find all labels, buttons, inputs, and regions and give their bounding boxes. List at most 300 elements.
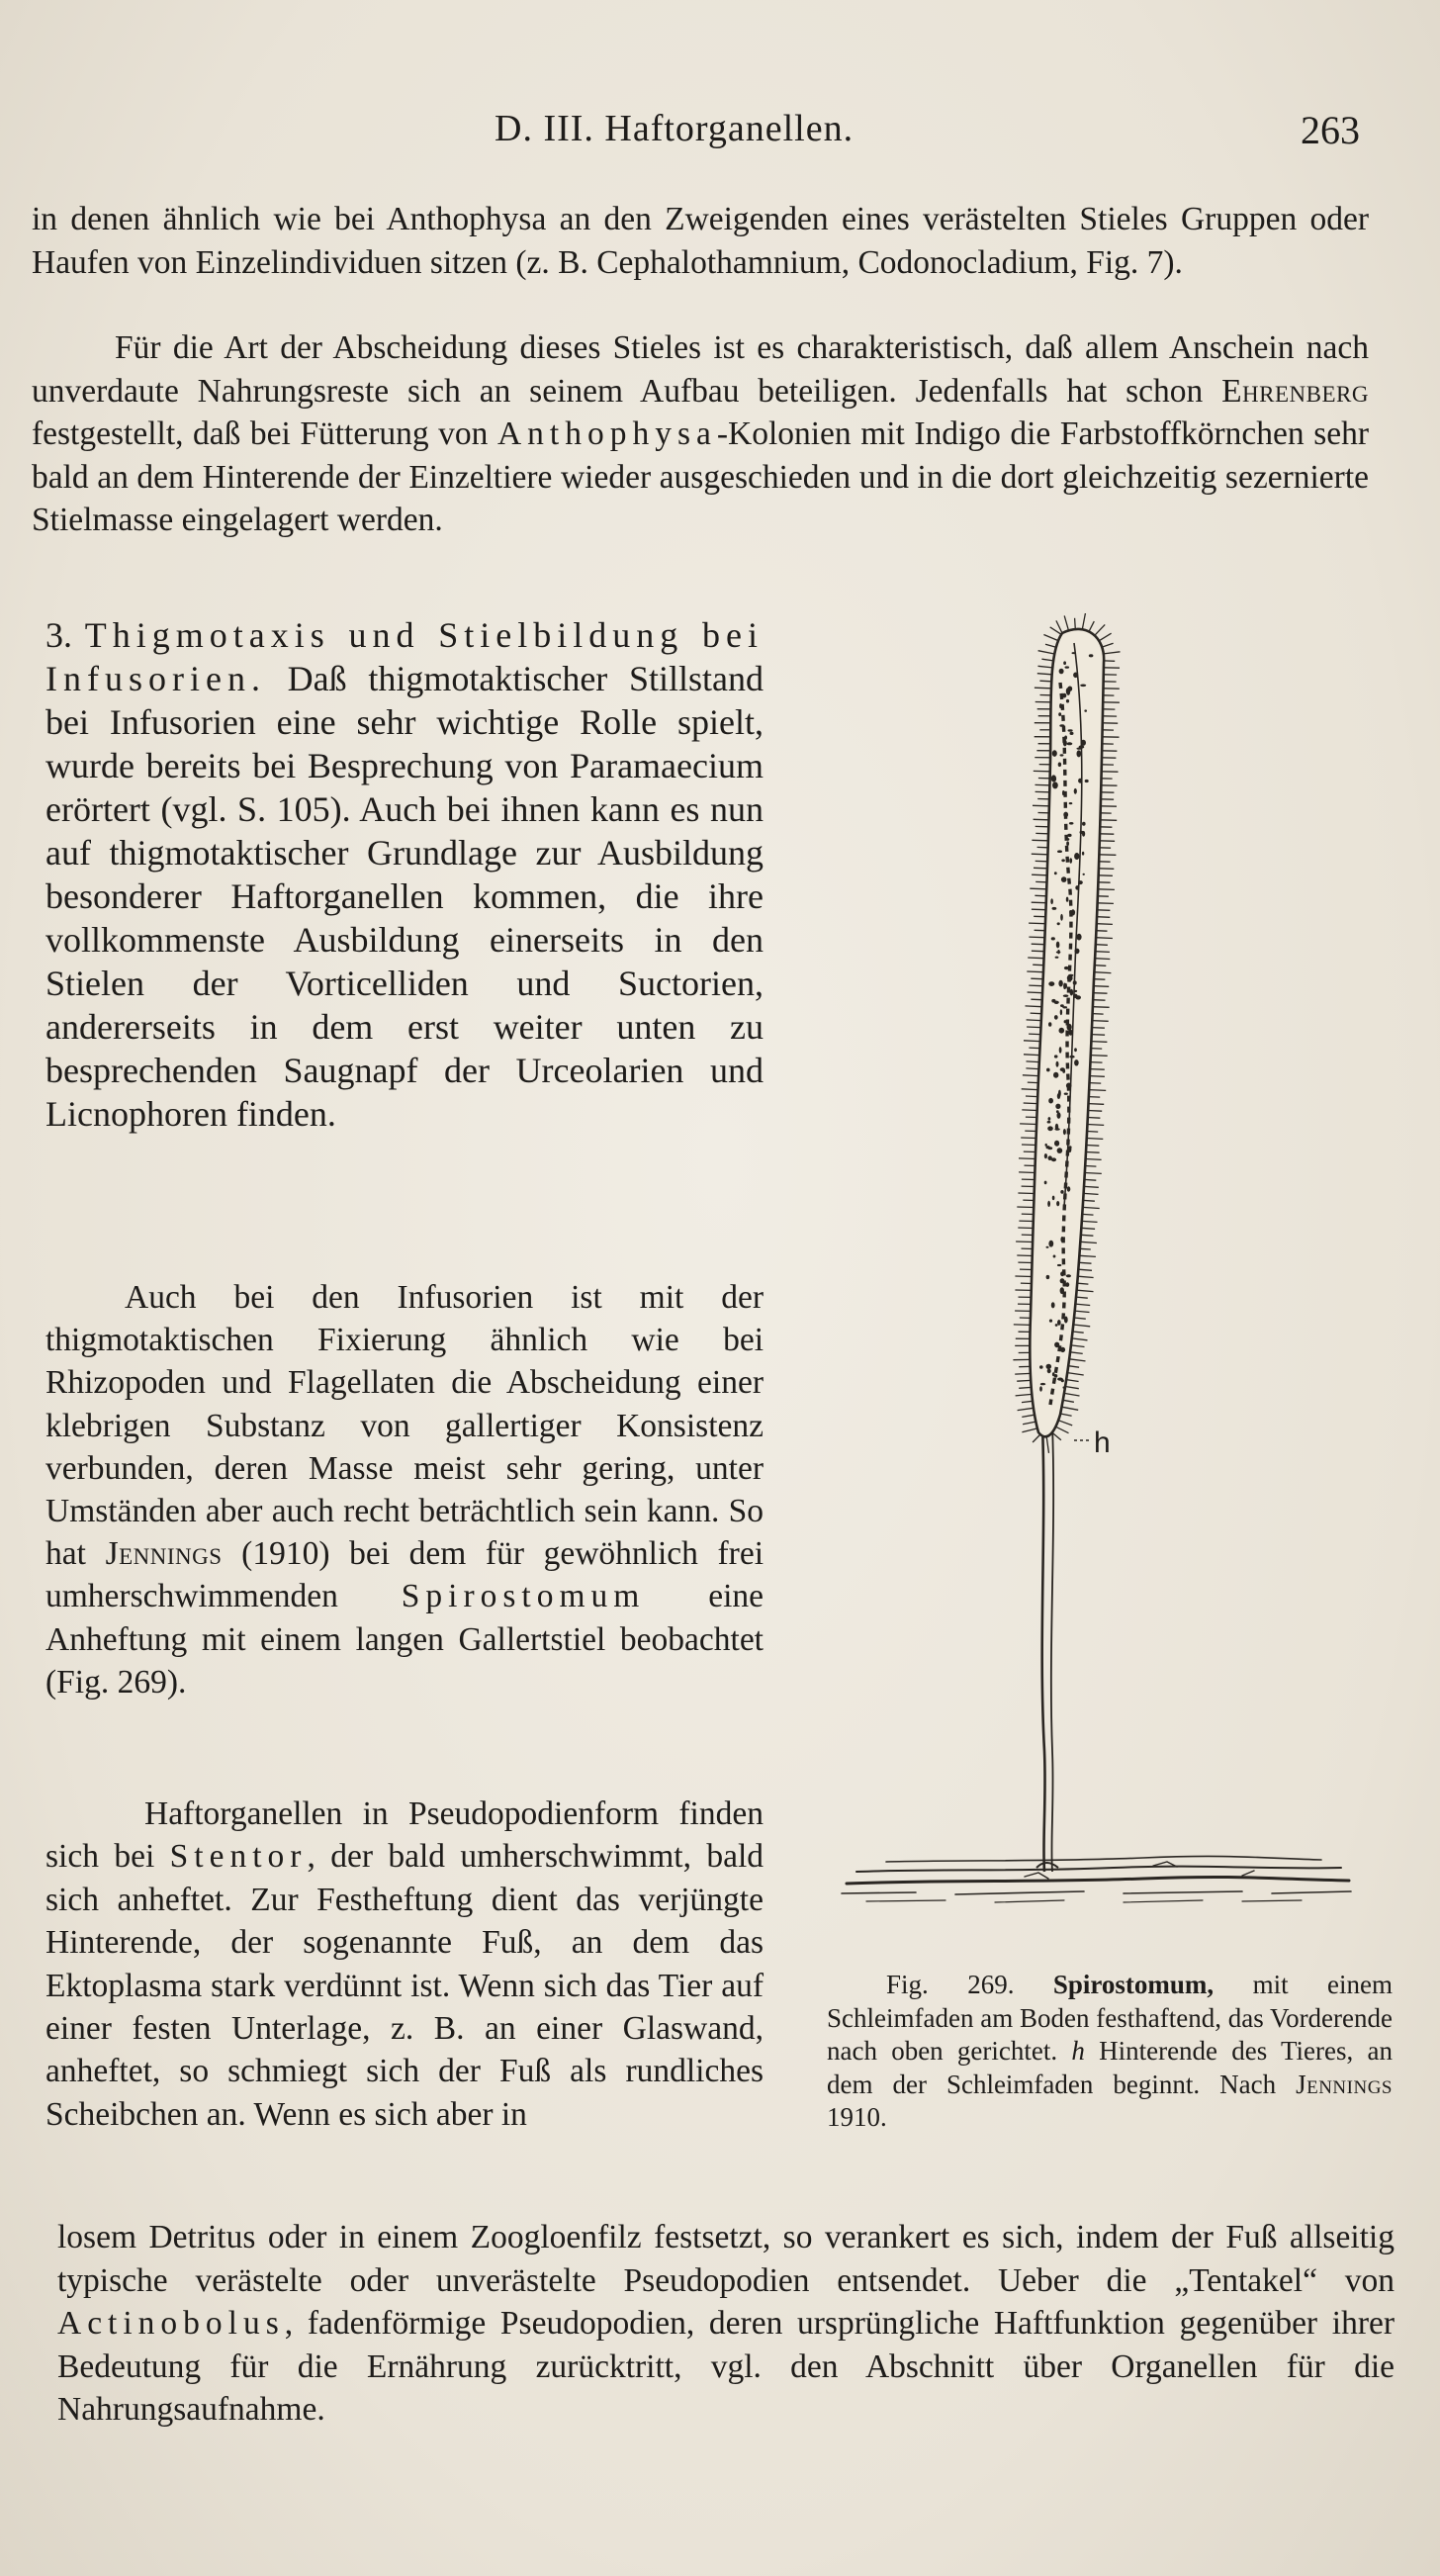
cilium [1022,1415,1035,1417]
cilium [1099,855,1116,856]
cilium [1046,1436,1048,1453]
section-heading: Thigmotaxis und Stielbildung bei Infusorien. [45,615,765,698]
cilium [1084,1193,1099,1194]
cilium [1080,1248,1091,1249]
cilium [1093,993,1107,994]
granule [1060,754,1064,756]
granule [1064,966,1069,969]
cilium [1033,965,1043,966]
cilium [1023,1422,1035,1425]
cilium [1055,1426,1068,1433]
cilium [1022,1401,1033,1402]
granule [1069,802,1073,804]
author-name: Ehrenberg [1221,372,1370,410]
cilium [1083,1207,1100,1208]
cilium [1037,674,1052,675]
granule [1070,989,1074,996]
cilium [1096,952,1110,953]
granule [1059,703,1062,708]
cilium [1033,1434,1040,1442]
cilium [1097,910,1110,911]
paragraph-text: , der bald umherschwimmt, bald sich anheftet. Zur Festheftung dient das verjüngte Hinterende, der sogenannte Fuß, an dem das Ektoplasma stark verdünnt ist. Wenn sich das Tier auf einer festen Unterlage, z. B. an einer Glaswand, anheftet, so schmiegt sich der Fuß als rundliches Scheibchen an. Wenn es sich aber in [45,1838,765,2133]
cilium [1026,1068,1038,1069]
cilium [1063,1400,1074,1402]
cilium [1058,1421,1072,1426]
cilium [1038,651,1055,654]
granule [1046,1275,1050,1279]
cilium [1027,971,1043,972]
cilium [1099,875,1113,876]
cilium [1018,1228,1033,1229]
granule [1061,876,1067,882]
cilium [1021,1138,1035,1139]
granule [1046,1068,1050,1072]
granule [1071,909,1075,915]
granule [1064,1317,1068,1324]
cilium [1078,1276,1094,1277]
granule [1060,914,1063,921]
cilium [1095,959,1110,960]
granule [1063,1386,1066,1388]
granule [1057,1264,1061,1266]
caption-title: Spirostomum, [1052,1970,1215,1999]
granule [1068,1146,1071,1149]
cilium [1029,1048,1039,1049]
cilium [1024,1041,1040,1042]
cilium [1089,621,1094,631]
cilium [1035,688,1051,689]
cilium [1034,819,1049,820]
section-thigmotaxis [45,613,764,1136]
granule [1067,1024,1072,1031]
cilium [1097,917,1110,918]
cilium [1091,1056,1108,1057]
cilium [1088,1111,1102,1112]
granule [1060,1009,1062,1015]
granule [1060,1190,1063,1194]
granule [1080,685,1086,688]
cilium [1073,1332,1084,1333]
page-header [0,107,1440,156]
granule [1064,736,1067,740]
cilium [1064,1393,1080,1396]
granule [1059,1047,1062,1054]
figure-269 [827,613,1381,1919]
cilium [1064,615,1068,630]
granule [1069,822,1074,825]
cilium [1077,1290,1094,1291]
cilium [1038,666,1053,668]
cilium [1090,1069,1105,1070]
granule [1062,1006,1067,1008]
granule [1058,1090,1061,1097]
granule [1066,1083,1072,1089]
granule [1050,898,1053,904]
granule [1081,740,1086,746]
granule [1078,880,1083,884]
granule [1040,1383,1045,1385]
paragraph-text: (1910) bei dem für gewöhnlich frei umherschwimmenden [45,1535,765,1615]
granule [1047,1121,1051,1124]
cilium [1031,1013,1042,1014]
cilium [1093,1007,1110,1008]
cilium [1093,1000,1105,1001]
paragraph-anthophysa-continuation: in denen ähnlich wie bei Anthophysa an den Zweigenden eines verästelten Stieles Gruppen oder Haufen von Einzelindividuen sitzen (z. B. Cephalothamnium, Codonocladium, Fig. 7). [32,201,1369,281]
cilium [1087,1146,1100,1147]
granule [1057,1148,1063,1153]
cilium [1088,1125,1105,1126]
mucus-thread [1036,1425,1058,1872]
cilium [1079,1255,1096,1256]
granule [1065,666,1070,668]
granule [1075,885,1079,890]
cilium [1096,931,1107,932]
granule [1056,1061,1059,1067]
granule [1058,980,1062,987]
paragraph-text: Auch bei den Infusorien ist mit der thigmotaktischen Fixierung ähnlich wie bei Rhizopoden und Flagellaten die Abscheidung einer klebrigen Substanz von gallertiger Konsistenz verbunden, deren Masse meist sehr gering, unter Umständen aber auch recht beträchtlich sein kann. So hat [45,1279,764,1573]
granule [1062,693,1066,698]
cilium [1031,999,1041,1000]
paragraph-text: losem Detritus oder in einem Zoogloenfilz festsetzt, so verankert es sich, indem der Fuß allseitig typische verästelte oder unverästelte Pseudopodien entsendet. Ueber die „Tentakel“ von [57,2219,1395,2299]
cilium [1071,1345,1085,1347]
cilium [1094,972,1111,973]
granule [1051,1302,1055,1308]
granule [1056,942,1060,949]
granule [1067,742,1073,745]
granule [1083,874,1085,875]
granule [1061,859,1065,862]
granule [1055,1104,1060,1109]
granule [1068,974,1073,976]
granule [1065,983,1067,989]
caption-number: Fig. 269. [886,1970,1015,1999]
granule [1073,673,1078,679]
cilium [1020,1124,1036,1125]
cilium [1075,1311,1090,1312]
granule [1074,1048,1077,1052]
running-title: D. III. Haftorganellen. [495,108,855,149]
paragraph-stentor [45,1793,764,2136]
granule [1065,1282,1069,1287]
granule [1078,779,1082,783]
cilium [1085,1179,1097,1180]
granule [1066,841,1069,846]
cilium [1028,992,1043,993]
author-name: Jennings [105,1535,223,1573]
granule [1066,699,1069,703]
granule [1082,822,1086,826]
paragraph-text: festgestellt, daß bei Fütterung von [32,415,489,453]
granule [1067,834,1071,837]
cilium [1095,624,1106,635]
granule [1060,1271,1064,1276]
caption-year: 1910. [827,2102,887,2132]
granule [1070,732,1074,735]
cilium [1014,1325,1031,1326]
cilium [1017,1380,1031,1381]
granule [1063,661,1066,665]
cilium [1066,1380,1078,1382]
cilium [1092,1028,1105,1029]
cilium [1096,938,1113,939]
paragraph-text: Haftorganellen in Pseudopodienform finden sich bei [45,1795,764,1876]
figure-label-h [1074,1426,1111,1459]
cilium [1081,1228,1095,1229]
cilium [1075,1304,1090,1305]
cilium [1015,1373,1031,1374]
cilium [1083,1200,1095,1201]
cilium [1090,1076,1105,1077]
caption-text: mit einem Schleimfaden am Boden festhaftend, das Vorderende nach oben gerichtet. [827,1970,1394,2066]
cilium [1029,937,1044,938]
cilium [1090,1083,1102,1084]
granule [1057,922,1060,925]
cilium [1086,1159,1102,1160]
granule [1055,957,1059,959]
granule [1048,1022,1051,1027]
caption-text: Hinterende des Tieres, an dem der Schleimfaden beginnt. Nach [827,2036,1393,2099]
cilium [1077,1283,1088,1284]
cilium [1065,1387,1079,1389]
granule [1048,981,1054,986]
substrate-lines [842,1856,1351,1902]
cilium [1023,1075,1038,1076]
cilium [1026,1096,1037,1097]
genus-name: Actinobolus [57,2305,285,2343]
granule [1046,1364,1052,1369]
section-body: Daß thigmotaktischer Stillstand bei Infusorien eine sehr wichtige Rolle spielt, wurde bereits bei Besprechung von Paramaecium erörtert (vgl. S. 105). Auch bei ihnen kann es nun auf thigmotaktischer Grundlage zur Ausbildung besonderer Haftorganellen kommen, die ihre vollkommenste Ausbildung einerseits in den Stielen der Vorticelliden und Suctorien, andererseits in dem erst weiter unten zu besprechenden Saugnapf der Urceolarien und Licnophoren finden. [45,659,764,1134]
cilium [1082,613,1085,629]
granule [1051,1157,1056,1161]
cilium [1033,805,1049,806]
caption-h: h [1071,2036,1085,2066]
granule [1074,853,1079,860]
cilium [1073,1325,1090,1327]
granule [1063,994,1069,997]
cilium [1096,945,1108,946]
caption-line [827,1969,1393,2135]
granule [1044,1153,1047,1158]
cilium [1074,1318,1086,1319]
cilium [1102,643,1113,647]
granule [1054,1055,1058,1058]
cilium [1094,986,1110,987]
cilium [1089,1097,1100,1098]
paragraph-text: , fadenförmige Pseudopodien, deren ursprüngliche Haftfunktion gegenüber ihrer Bedeutung für die Ernährung zurücktritt, vgl. den Abschnitt über Organellen für die Nahrungsaufnahme. [57,2305,1395,2429]
cilium [1069,1359,1085,1361]
cilium [1027,1061,1039,1062]
granule [1049,1320,1052,1323]
granule [1072,652,1076,654]
cilium [1032,840,1048,841]
cilium [1035,895,1046,896]
cilium [1032,854,1048,855]
cilium [1024,1055,1039,1056]
cilium [1029,985,1042,986]
granule [1077,750,1082,757]
granule [1058,712,1061,716]
granule [1060,1067,1065,1071]
cilium [1029,1034,1040,1035]
cilium [1084,1186,1099,1187]
granule [1045,1144,1047,1147]
cilium [1041,659,1053,661]
cilium [1030,888,1046,889]
granule [1069,1056,1074,1058]
granule [1054,1015,1058,1020]
cilium [1082,1214,1093,1215]
granule [1056,1201,1059,1206]
cilium [1087,1132,1098,1133]
granule [1054,1001,1059,1004]
cilium [1100,841,1115,842]
genus-name: Stentor [169,1838,308,1876]
granule [1039,1386,1042,1391]
granule [1054,1141,1059,1147]
cilium [1104,652,1121,654]
granule [1063,1129,1066,1135]
granule [1059,1028,1065,1034]
granule [1073,990,1077,992]
cilium [1070,1352,1083,1354]
cilium [1068,1366,1079,1368]
granule [1063,740,1067,747]
cilium [1067,1373,1084,1375]
paragraph-stalk-secretion [32,326,1369,542]
granule [1060,1287,1064,1294]
granule [1052,782,1058,788]
granule [1060,1278,1065,1283]
granule [1055,1324,1058,1327]
granule [1059,669,1064,675]
granule [1064,1093,1068,1095]
label-h: h [1094,1426,1111,1459]
section-number: 3. [45,615,72,655]
cilium [1043,635,1058,641]
granule [1064,1020,1067,1023]
granule [1074,788,1077,794]
granule [1046,1246,1049,1248]
cilium [1022,1110,1036,1111]
cilium [1092,1021,1108,1022]
cilium [1031,978,1042,979]
cilium [1028,958,1043,959]
cilium [1099,633,1111,641]
granule [1061,1379,1064,1382]
granule [1052,907,1057,910]
cilium [1017,1255,1032,1256]
granule [1066,1274,1071,1277]
granule [1060,1237,1063,1242]
cilium [1039,681,1051,682]
granule [1089,654,1094,657]
granule [1059,724,1064,727]
cilium [1032,874,1047,875]
paragraph-text: Für die Art der Abscheidung dieses Stieles ist es charakteristisch, daß allem Anschein nach unverdaute Nahrungsreste sich an seinem Aufbau beteiligen. Jedenfalls hat schon [32,329,1369,410]
granule [1048,1098,1053,1104]
granule [1067,838,1070,841]
cilium [1089,1090,1106,1091]
granule [1056,952,1061,954]
cilium [1081,1235,1094,1236]
cilium [1018,1408,1034,1410]
cilium [1032,909,1046,910]
cilium [1032,902,1046,903]
cilium [1022,1145,1035,1146]
granule [1051,937,1055,940]
granule [1062,790,1065,795]
granule [1057,1112,1061,1119]
cilium [1015,1276,1032,1277]
granule [1044,1181,1047,1185]
granule [1053,1255,1056,1258]
cilium [1094,979,1105,980]
granule [1076,748,1081,750]
cilium [1088,1118,1101,1119]
paragraph-text: eine Anheftung mit einem langen Gallertstiel beobachtet (Fig. 269). [45,1578,765,1701]
granule [1052,1196,1055,1201]
granule [1047,1126,1053,1131]
spirostomum-illustration [827,613,1381,1919]
granule [1054,1128,1059,1130]
cilium [1082,1221,1098,1222]
cilium [1018,1193,1034,1194]
paragraph-pseudopodia [57,2216,1395,2432]
cilium [1022,1089,1038,1090]
granule [1085,780,1089,782]
cilium [1100,820,1117,821]
figure-caption [827,1969,1393,2135]
cilium [1091,1062,1103,1063]
cilium [1045,644,1056,647]
paragraph-jennings [45,1276,764,1703]
cilium [1019,1158,1035,1159]
cilium [1097,924,1113,925]
granule [1082,831,1085,837]
granule [1068,1030,1072,1036]
granule [1052,750,1057,757]
cilium [1098,889,1115,890]
granule [1082,852,1084,856]
granule [1053,1072,1058,1078]
granule [1073,980,1077,984]
cilium [1022,1428,1037,1432]
cilium [1092,1035,1105,1036]
granule [1075,949,1080,955]
granule [1074,1059,1079,1065]
granule [1048,1241,1053,1247]
cilium [1024,1103,1037,1104]
cilium [1093,1014,1104,1015]
granule [1047,1147,1052,1150]
cilium [1027,1027,1040,1028]
granule [1075,995,1081,999]
granule [1076,934,1081,941]
cilium [1028,1082,1038,1083]
cilium [1085,1166,1096,1167]
cilium [1026,1006,1042,1007]
cilium [1072,1338,1088,1340]
granule [1054,1374,1058,1378]
cilium [1076,1297,1088,1298]
cilium [1079,1262,1092,1263]
granule [1047,1201,1050,1207]
cilium [1089,1104,1105,1105]
cilium [1060,1414,1071,1416]
cilium [1019,1172,1035,1173]
granule [1084,709,1087,711]
cilium [1085,1173,1102,1174]
